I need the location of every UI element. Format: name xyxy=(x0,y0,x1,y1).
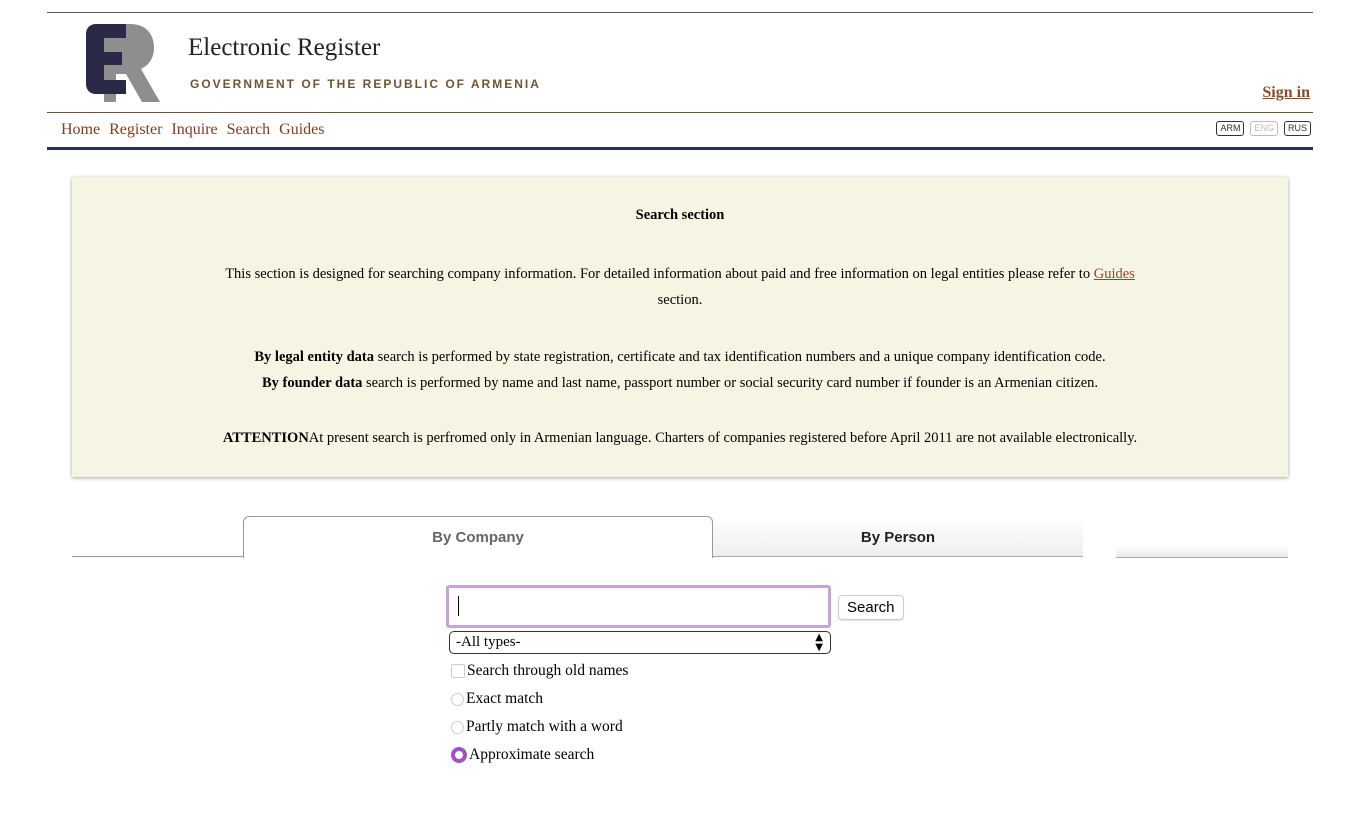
info-p1-end: section. xyxy=(657,292,703,308)
sign-in-link[interactable]: Sign in xyxy=(1262,84,1310,101)
approximate-search-label: Approximate search xyxy=(469,746,595,763)
info-panel xyxy=(72,177,1288,477)
exact-match-label: Exact match xyxy=(466,690,544,707)
nav-register[interactable]: Register xyxy=(109,121,163,138)
info-heading: Search section xyxy=(635,207,725,223)
exact-match-option[interactable] xyxy=(451,690,543,708)
nav-search[interactable]: Search xyxy=(226,121,271,138)
nav-inquire[interactable]: Inquire xyxy=(171,121,218,138)
tab-bar-left xyxy=(72,556,244,557)
partly-match-label: Partly match with a word xyxy=(466,718,623,735)
founder-label: By founder data xyxy=(261,375,363,391)
info-paragraph-guides xyxy=(102,261,1258,313)
nav-guides[interactable]: Guides xyxy=(279,121,325,138)
approximate-search-option[interactable] xyxy=(451,746,594,764)
lang-eng-button: ENG xyxy=(1250,121,1278,136)
founder-text: search is performed by name and last name, passport number or social security card number if founder is an Armenian citizen. xyxy=(366,375,1099,391)
info-p1-text: This section is designed for searching company information. For detailed information about paid and free information on legal entities please refer to xyxy=(225,266,1091,282)
partly-match-radio[interactable] xyxy=(451,721,464,734)
old-names-checkbox[interactable] xyxy=(451,664,465,678)
old-names-option[interactable] xyxy=(451,662,628,680)
partly-match-option[interactable] xyxy=(451,718,623,736)
legal-entity-label: By legal entity data xyxy=(254,349,375,365)
attention-label: ATTENTION xyxy=(222,430,309,446)
tab-by-person[interactable]: By Person xyxy=(713,518,1083,557)
info-paragraph-attention xyxy=(102,427,1258,449)
tab-by-company[interactable]: By Company xyxy=(243,516,713,558)
guides-link[interactable]: Guides xyxy=(1093,266,1135,282)
approximate-search-radio[interactable] xyxy=(451,747,467,763)
lang-rus-button[interactable]: RUS xyxy=(1284,121,1311,136)
nav-rule xyxy=(47,147,1313,150)
old-names-label: Search through old names xyxy=(467,662,629,679)
nav-home[interactable]: Home xyxy=(61,121,101,138)
entity-type-value: -All types- xyxy=(456,634,521,650)
select-arrows-icon: ▲ ▼ xyxy=(815,632,823,653)
legal-entity-text: search is performed by state registration, certificate and tax identification numbers and a unique company identification code. xyxy=(377,349,1106,365)
main-nav xyxy=(61,121,325,139)
site-subtitle: GOVERNMENT OF THE REPUBLIC OF ARMENIA xyxy=(190,77,541,91)
exact-match-radio[interactable] xyxy=(451,693,464,706)
er-logo-icon xyxy=(86,24,160,102)
language-switcher xyxy=(1216,121,1311,136)
info-paragraph-search-types xyxy=(102,344,1258,396)
site-title: Electronic Register xyxy=(188,34,381,61)
header-rule xyxy=(47,112,1313,113)
text-caret xyxy=(458,596,459,616)
lang-arm-button[interactable]: ARM xyxy=(1216,121,1244,136)
company-search-input[interactable] xyxy=(446,585,831,628)
tab-bar-right xyxy=(1116,546,1288,558)
search-button[interactable]: Search xyxy=(838,595,904,620)
top-rule xyxy=(47,12,1313,13)
attention-text: At present search is perfromed only in Armenian language. Charters of companies registered before April 2011 are not available electronically. xyxy=(308,430,1138,446)
entity-type-select[interactable] xyxy=(449,631,831,654)
